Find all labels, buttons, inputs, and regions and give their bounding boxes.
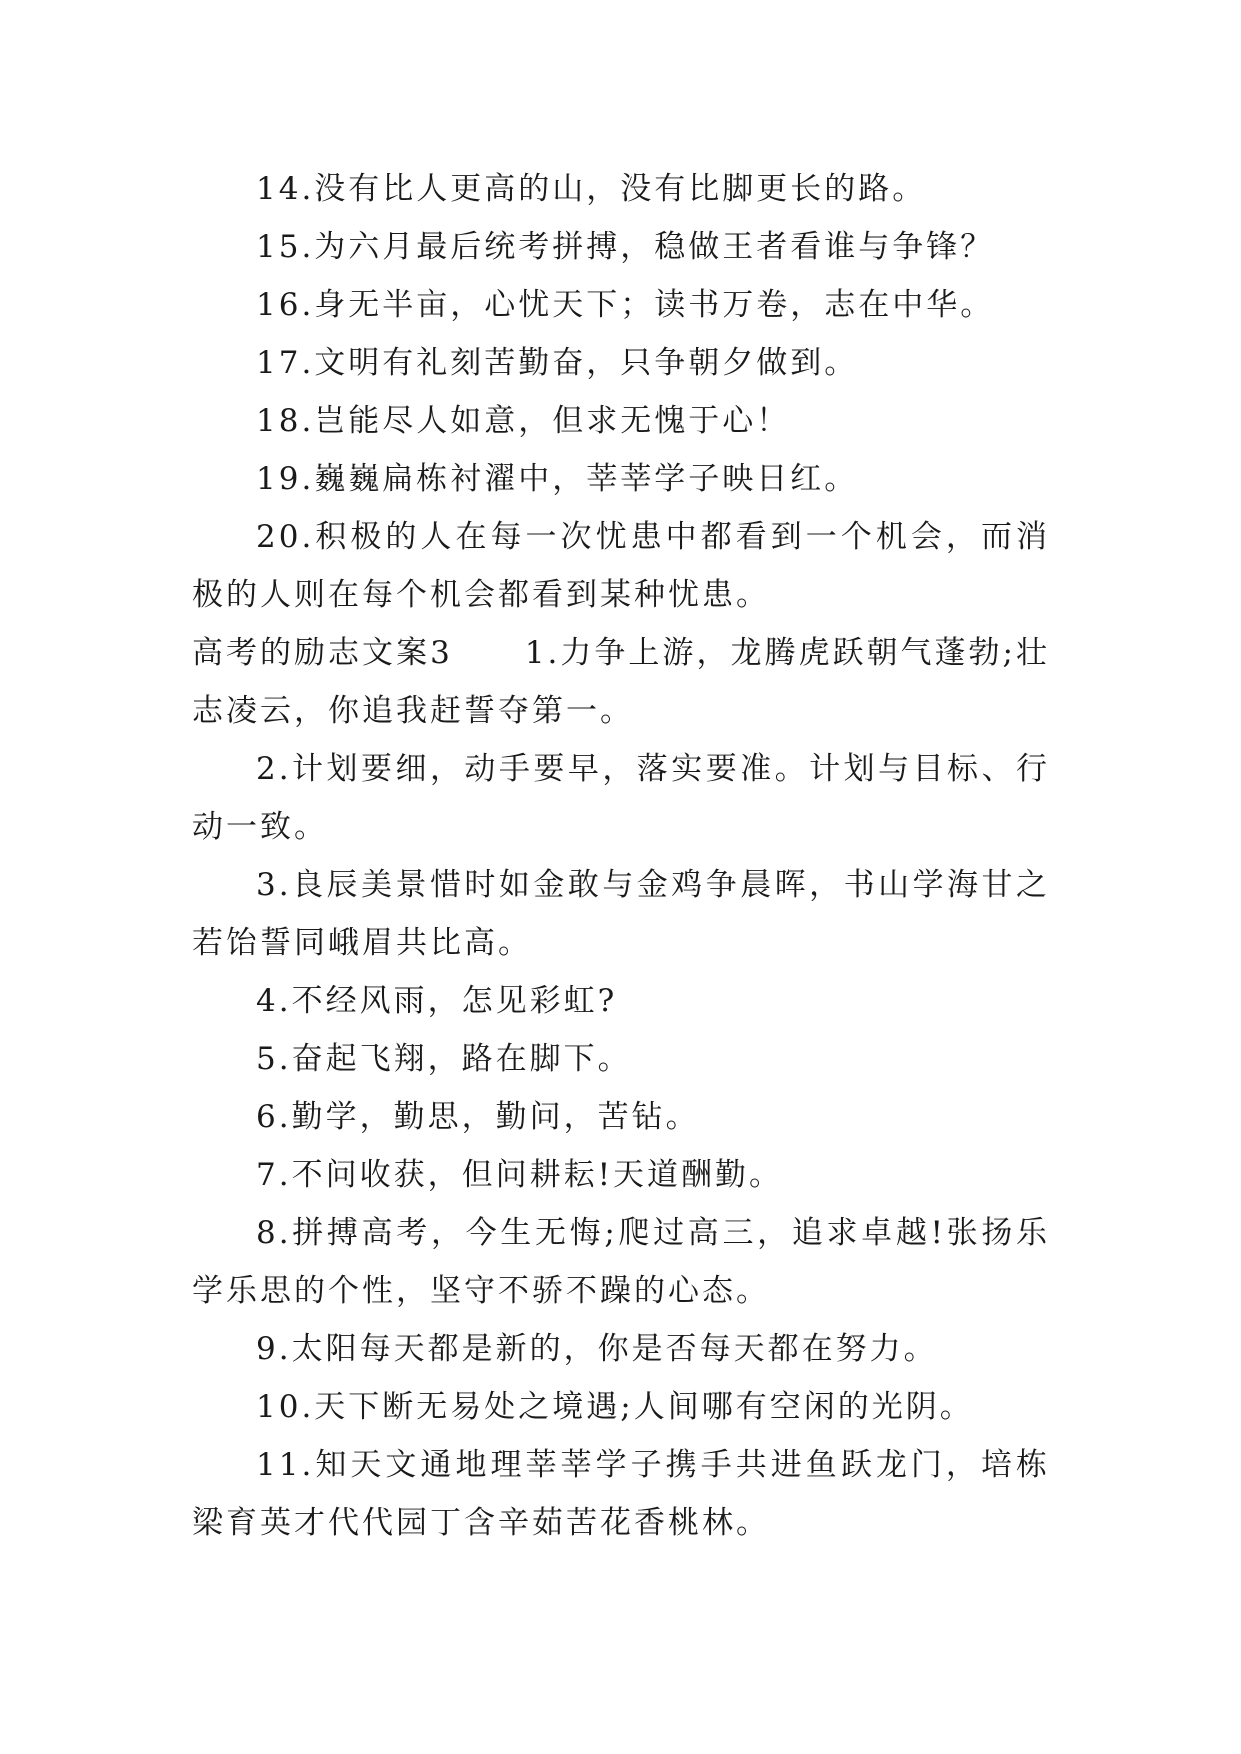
- document-body: [192, 160, 1050, 1552]
- list-item: 5.奋起飞翔，路在脚下。: [256, 1041, 632, 1077]
- list-item: 2.计划要细，动手要早，落实要准。计划与目标、行动一致。: [192, 751, 1050, 845]
- list-item: 17.文明有礼刻苦勤奋，只争朝夕做到。: [256, 345, 859, 381]
- section-heading: 高考的励志文案3: [192, 635, 453, 671]
- section-heading-line: [192, 624, 1050, 740]
- list-item: 15.为六月最后统考拼搏，稳做王者看谁与争锋？: [256, 229, 995, 265]
- list-item: 11.知天文通地理莘莘学子携手共进鱼跃龙门，培栋梁育英才代代园丁含辛茹苦花香桃林。: [192, 1447, 1050, 1541]
- list-item: 1.力争上游，龙腾虎跃朝气蓬勃;壮志凌云，你追我赶誓夺第一。: [192, 635, 1050, 729]
- list-item: 20.积极的人在每一次忧患中都看到一个机会，而消极的人则在每个机会都看到某种忧患。: [192, 519, 1050, 613]
- list-item: 14.没有比人更高的山，没有比脚更长的路。: [256, 171, 927, 207]
- list-item: 19.巍巍扁栋衬濯中，莘莘学子映日红。: [256, 461, 859, 497]
- list-item: 6.勤学，勤思，勤问，苦钻。: [256, 1099, 700, 1135]
- list-item: 4.不经风雨，怎见彩虹?: [256, 983, 618, 1019]
- list-item: 10.天下断无易处之境遇;人间哪有空闲的光阴。: [256, 1389, 974, 1425]
- list-item: 18.岂能尽人如意，但求无愧于心！: [256, 403, 791, 439]
- list-item: 7.不问收获，但问耕耘!天道酬勤。: [256, 1157, 784, 1193]
- list-item: 8.拼搏高考，今生无悔;爬过高三，追求卓越!张扬乐学乐思的个性，坚守不骄不躁的心态。: [192, 1215, 1050, 1309]
- list-item: 3.良辰美景惜时如金敢与金鸡争晨晖，书山学海甘之若饴誓同峨眉共比高。: [192, 867, 1050, 961]
- list-item: 16.身无半亩，心忧天下；读书万卷，志在中华。: [256, 287, 995, 323]
- list-item: 9.太阳每天都是新的，你是否每天都在努力。: [256, 1331, 938, 1367]
